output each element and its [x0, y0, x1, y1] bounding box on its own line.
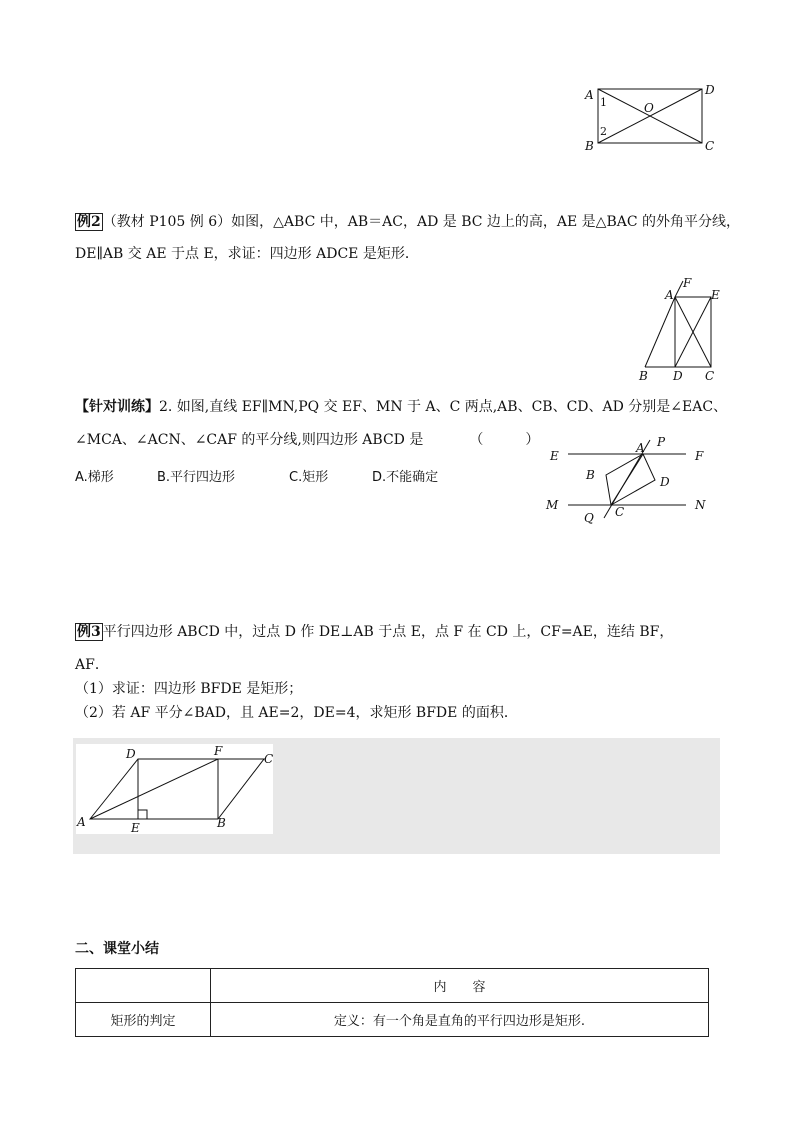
example-2-line-1: 例2 （教材 P105 例 6）如图，△ABC 中，AB＝AC，AD 是 BC 边上的高，AE 是△BAC 的外角平分线， — [77, 214, 741, 230]
option-d: D.不能确定 — [372, 470, 439, 485]
label-P: P — [657, 435, 666, 449]
example-3-line-2: AF． — [75, 657, 109, 673]
label-E: E — [550, 449, 559, 463]
section-title: 二、课堂小结 — [75, 941, 159, 957]
label-Q: Q — [584, 511, 594, 525]
label-B: B — [586, 468, 595, 482]
label-F: F — [214, 744, 223, 758]
label-C: C — [705, 369, 715, 383]
label-D: D — [673, 369, 683, 383]
training-line-2: ∠MCA、∠ACN、∠CAF 的平分线,则四边形 ABCD 是 （ ） — [75, 432, 540, 448]
label-angle-1: 1 — [600, 96, 607, 109]
label-C: C — [264, 752, 273, 766]
summary-table — [75, 968, 709, 1037]
figure-parallel-lines — [540, 432, 720, 527]
label-D: D — [705, 83, 715, 97]
header-empty-cell — [76, 969, 211, 1003]
header-content: 内 容 — [211, 969, 709, 1003]
label-O: O — [644, 101, 654, 115]
example-3-line-1: 例3 平行四边形 ABCD 中，过点 D 作 DE⊥AB 于点 E，点 F 在 CD 上，CF=AE，连结 BF， — [77, 624, 674, 640]
label-E: E — [711, 288, 720, 302]
option-a: A.梯形 — [75, 470, 114, 485]
label-A: A — [585, 88, 594, 102]
label-A: A — [636, 441, 645, 455]
answer-parenthesis: （ ） — [469, 432, 540, 448]
label-B: B — [217, 816, 226, 830]
example-3-question-1: （1）求证：四边形 BFDE 是矩形； — [75, 681, 303, 697]
option-c: C.矩形 — [289, 470, 329, 485]
figure-rectangle-adce — [635, 275, 730, 385]
label-D: D — [660, 475, 670, 489]
row-content: 定义：有一个角是直角的平行四边形是矩形. — [211, 1003, 709, 1037]
label-A: A — [665, 288, 674, 302]
label-N: N — [695, 498, 706, 512]
label-angle-2: 2 — [600, 125, 607, 138]
label-F: F — [695, 449, 704, 463]
training-tag: 【针对训练】 — [75, 399, 159, 415]
example-2-line-2: DE∥AB 交 AE 于点 E，求证：四边形 ADCE 是矩形． — [75, 246, 419, 262]
label-B: B — [585, 139, 594, 153]
figure-rectangle-diagonals — [580, 80, 720, 158]
row-label: 矩形的判定 — [76, 1003, 211, 1037]
label-C: C — [615, 505, 625, 519]
label-B: B — [639, 369, 648, 383]
example-2-tag: 例2 — [77, 214, 101, 230]
option-b: B.平行四边形 — [157, 470, 236, 485]
label-D: D — [126, 747, 136, 761]
example-3-tag: 例3 — [77, 624, 101, 640]
label-M: M — [546, 498, 559, 512]
label-A: A — [77, 815, 86, 829]
training-line-1: 【针对训练】2. 如图,直线 EF∥MN,PQ 交 EF、MN 于 A、C 两点,AB、CB、CD、AD 分别是∠EAC、 — [75, 399, 728, 415]
label-E: E — [131, 821, 140, 834]
label-C: C — [705, 139, 715, 153]
figure-parallelogram-abcd — [76, 744, 273, 834]
label-F: F — [683, 276, 692, 290]
example-3-question-2: （2）若 AF 平分∠BAD，且 AE=2，DE=4，求矩形 BFDE 的面积． — [75, 705, 518, 721]
